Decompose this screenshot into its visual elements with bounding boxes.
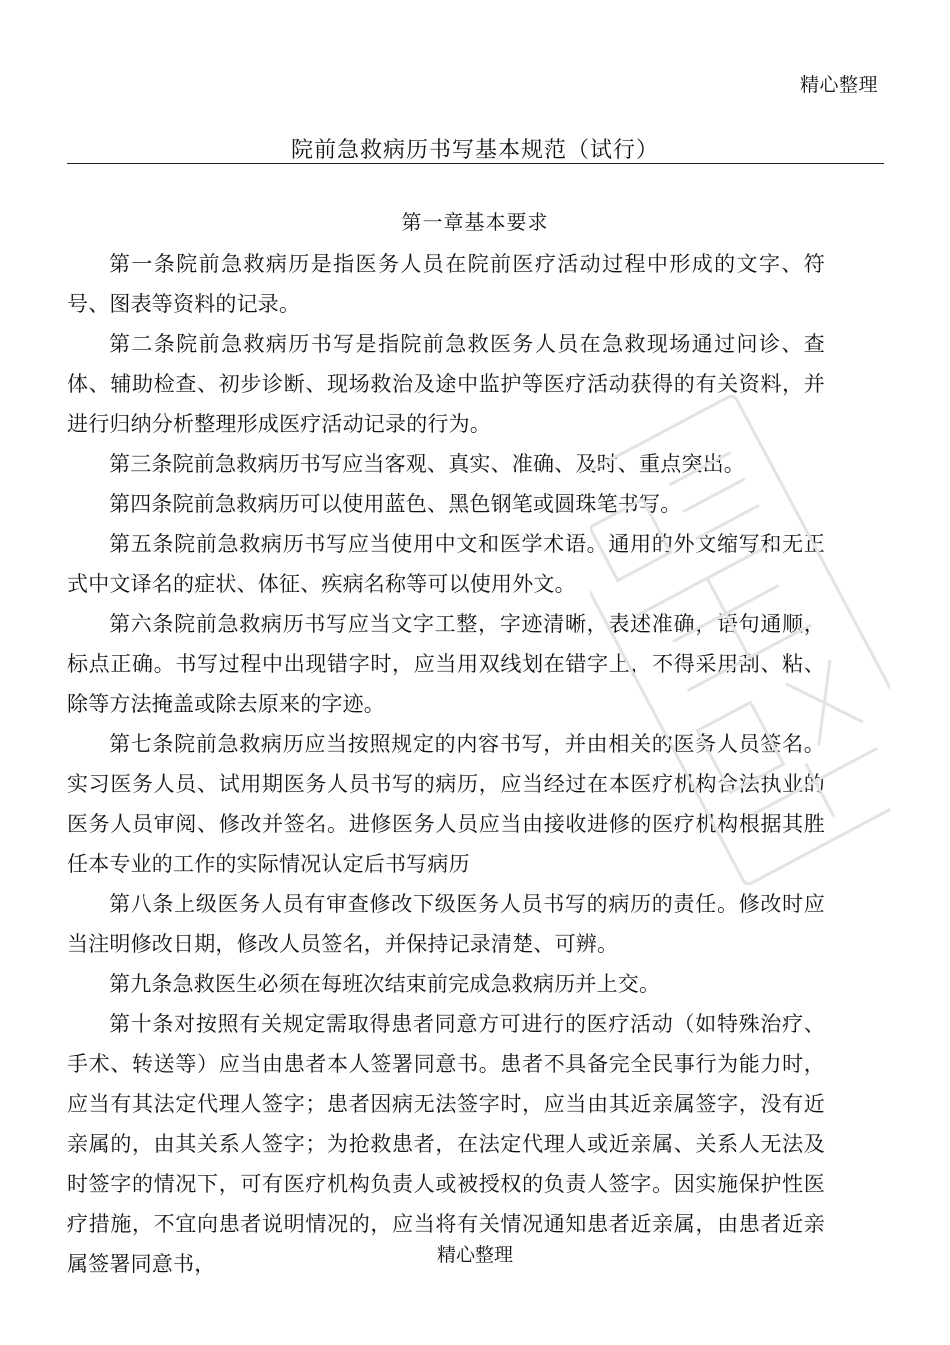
body-text <box>67 244 825 1284</box>
header-note: 精心整理 <box>799 74 878 96</box>
article-10: 第十条对按照有关规定需取得患者同意方可进行的医疗活动（如特殊治疗、手术、转送等）应当由患者本人签署同意书。患者不具备完全民事行为能力时，应当有其法定代理人签字；患者因病无法签字时，应当由其近亲属签字，没有近亲属的，由其关系人签字；为抢救患者，在法定代理人或近亲属、关系人无法及时签字的情况下，可有医疗机构负责人或被授权的负责人签字。因实施保护性医疗措施，不宜向患者说明情况的，应当将有关情况通知患者近亲属，由患者近亲属签署同意书， <box>67 1012 825 1276</box>
title-rule <box>67 163 884 164</box>
article-9: 第九条急救医生必须在每班次结束前完成急救病历并上交。 <box>109 972 661 996</box>
article-5: 第五条院前急救病历书写应当使用中文和医学术语。通用的外文缩写和无正式中文译名的症状、体征、疾病名称等可以使用外文。 <box>67 532 825 596</box>
document-title: 院前急救病历书写基本规范（试行） <box>290 138 659 163</box>
chapter-heading: 第一章基本要求 <box>401 210 549 234</box>
footer-note: 精心整理 <box>436 1244 513 1266</box>
article-2: 第二条院前急救病历书写是指院前急救医务人员在急救现场通过问诊、查体、辅助检查、初步诊断、现场救治及途中监护等医疗活动获得的有关资料，并进行归纳分析整理形成医疗活动记录的行为。 <box>67 332 825 436</box>
article-7: 第七条院前急救病历应当按照规定的内容书写，并由相关的医务人员签名。实习医务人员、试用期医务人员书写的病历，应当经过在本医疗机构合法执业的医务人员审阅、修改并签名。进修医务人员应当由接收进修的医疗机构根据其胜任本专业的工作的实际情况认定后书写病历 <box>67 732 825 876</box>
article-3: 第三条院前急救病历书写应当客观、真实、准确、及时、重点突出。 <box>109 452 745 476</box>
article-6: 第六条院前急救病历书写应当文字工整，字迹清晰，表述准确，语句通顺，标点正确。书写过程中出现错字时，应当用双线划在错字上，不得采用刮、粘、除等方法掩盖或除去原来的字迹。 <box>67 612 825 716</box>
article-1: 第一条院前急救病历是指医务人员在院前医疗活动过程中形成的文字、符号、图表等资料的记录。 <box>67 252 825 316</box>
article-4: 第四条院前急救病历可以使用蓝色、黑色钢笔或圆珠笔书写。 <box>109 492 682 516</box>
article-8: 第八条上级医务人员有审查修改下级医务人员书写的病历的责任。修改时应当注明修改日期，修改人员签名，并保持记录清楚、可辨。 <box>67 892 825 956</box>
